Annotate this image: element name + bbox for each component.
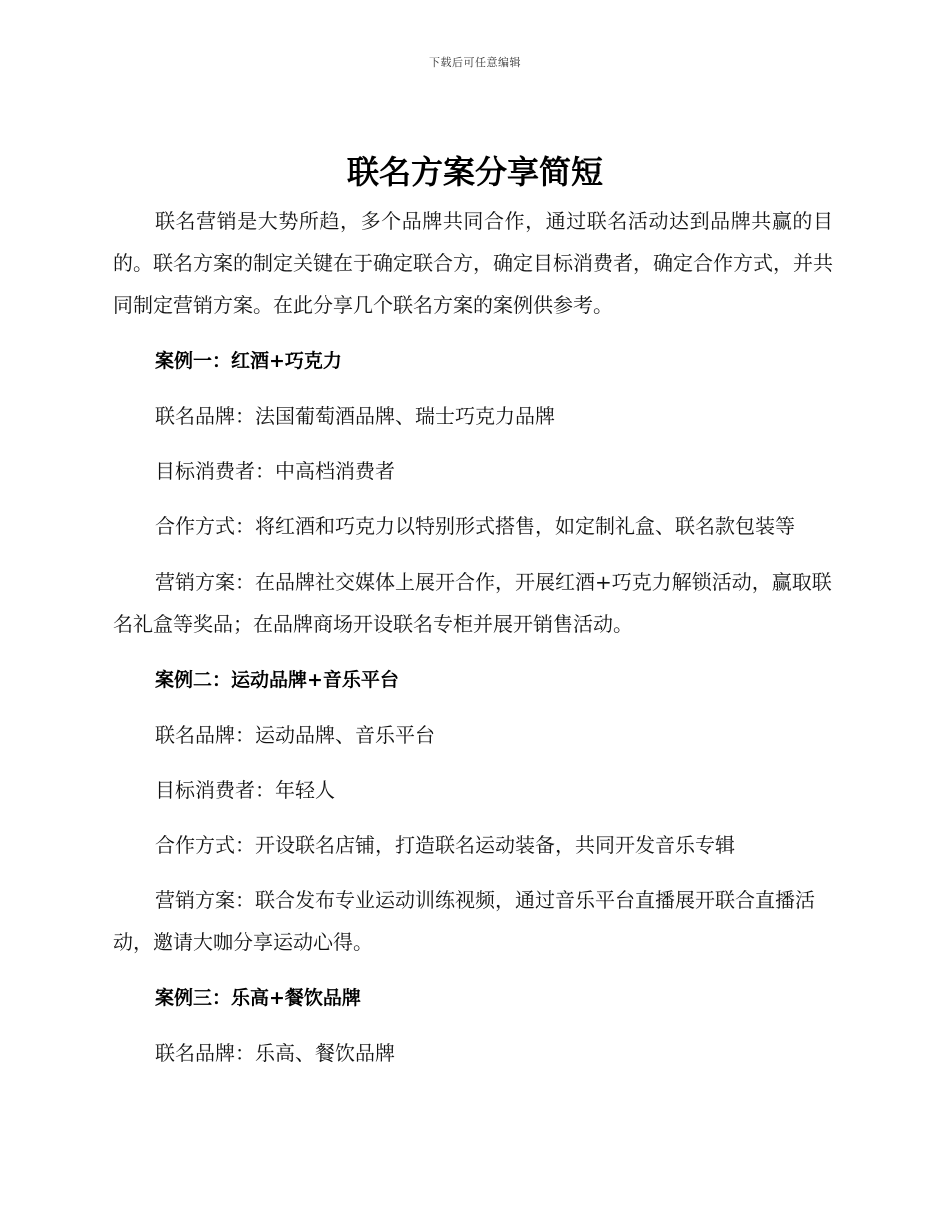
document-body: [113, 200, 833, 1087]
intro-paragraph: 联名营销是大势所趋，多个品牌共同合作，通过联名活动达到品牌共赢的目的。联名方案的制定关键在于确定联合方，确定目标消费者，确定合作方式，并共同制定营销方案。在此分享几个联名方案的案例供参考。: [113, 209, 833, 317]
case-2-brands: 联名品牌：运动品牌、音乐平台: [155, 723, 435, 747]
page-header-note: 下载后可任意编辑: [429, 56, 521, 69]
case-1-brands: 联名品牌：法国葡萄酒品牌、瑞士巧克力品牌: [155, 404, 555, 428]
case-2-marketing: 营销方案：联合发布专业运动训练视频，通过音乐平台直播展开联合直播活动，邀请大咖分享运动心得。: [113, 888, 815, 954]
case-1-audience: 目标消费者：中高档消费者: [155, 459, 395, 483]
document-title: 联名方案分享简短: [346, 153, 603, 191]
case-3-heading: 案例三：乐高+餐饮品牌: [155, 987, 361, 1009]
case-1-cooperation: 合作方式：将红酒和巧克力以特别形式搭售，如定制礼盒、联名款包装等: [155, 514, 795, 538]
case-2-audience: 目标消费者：年轻人: [155, 778, 335, 802]
case-2-heading: 案例二：运动品牌+音乐平台: [155, 669, 399, 691]
case-1-marketing: 营销方案：在品牌社交媒体上展开合作，开展红酒+巧克力解锁活动，赢取联名礼盒等奖品；在品牌商场开设联名专柜并展开销售活动。: [113, 570, 832, 636]
case-1-heading: 案例一：红酒+巧克力: [155, 350, 342, 372]
case-2-cooperation: 合作方式：开设联名店铺，打造联名运动装备，共同开发音乐专辑: [155, 833, 735, 857]
case-3-brands: 联名品牌：乐高、餐饮品牌: [155, 1041, 395, 1065]
